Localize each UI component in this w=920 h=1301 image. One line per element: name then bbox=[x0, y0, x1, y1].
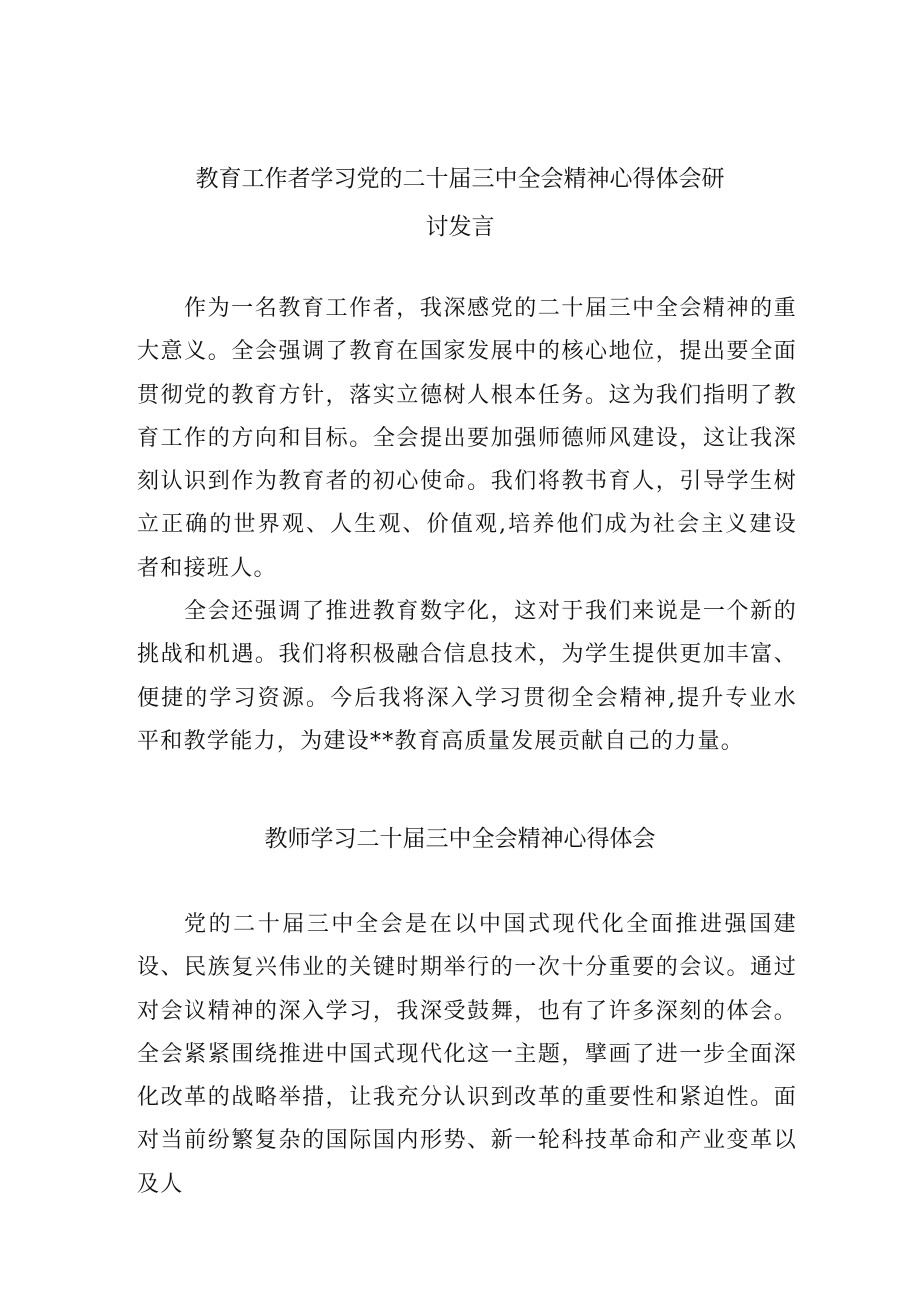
article1-title bbox=[0, 155, 920, 251]
article1-title-line2: 讨发言 bbox=[425, 214, 495, 240]
article1-body bbox=[137, 287, 797, 763]
article2-title bbox=[0, 815, 920, 863]
article2-paragraph-1: 党的二十届三中全会是在以中国式现代化全面推进强国建设、民族复兴伟业的关键时期举行的一次十分重要的会议。通过对会议精神的深入学习，我深受鼓舞，也有了许多深刻的体会。全会紧紧围绕推进中国式现代化这一主题，擘画了进一步全面深化改革的战略举措，让我充分认识到改革的重要性和紧迫性。面对当前纷繁复杂的国际国内形势、新一轮科技革命和产业变革以及人 bbox=[137, 912, 797, 1197]
article1-paragraph-2: 全会还强调了推进教育数字化，这对于我们来说是一个新的挑战和机遇。我们将积极融合信息技术，为学生提供更加丰富、便捷的学习资源。今后我将深入学习贯彻全会精神,提升专业水平和教学能力，为建设**教育高质量发展贡献自己的力量。 bbox=[137, 599, 797, 754]
article2-body bbox=[137, 903, 797, 1206]
article2-title-text: 教师学习二十届三中全会精神心得体会 bbox=[264, 826, 656, 852]
article1-paragraph-1: 作为一名教育工作者，我深感党的二十届三中全会精神的重大意义。全会强调了教育在国家发展中的核心地位，提出要全面贯彻党的教育方针，落实立德树人根本任务。这为我们指明了教育工作的方向和目标。全会提出要加强师德师风建设，这让我深刻认识到作为教育者的初心使命。我们将教书育人，引导学生树立正确的世界观、人生观、价值观,培养他们成为社会主义建设者和接班人。 bbox=[137, 296, 797, 581]
article1-title-line1: 教育工作者学习党的二十届三中全会精神心得体会研 bbox=[195, 166, 725, 192]
